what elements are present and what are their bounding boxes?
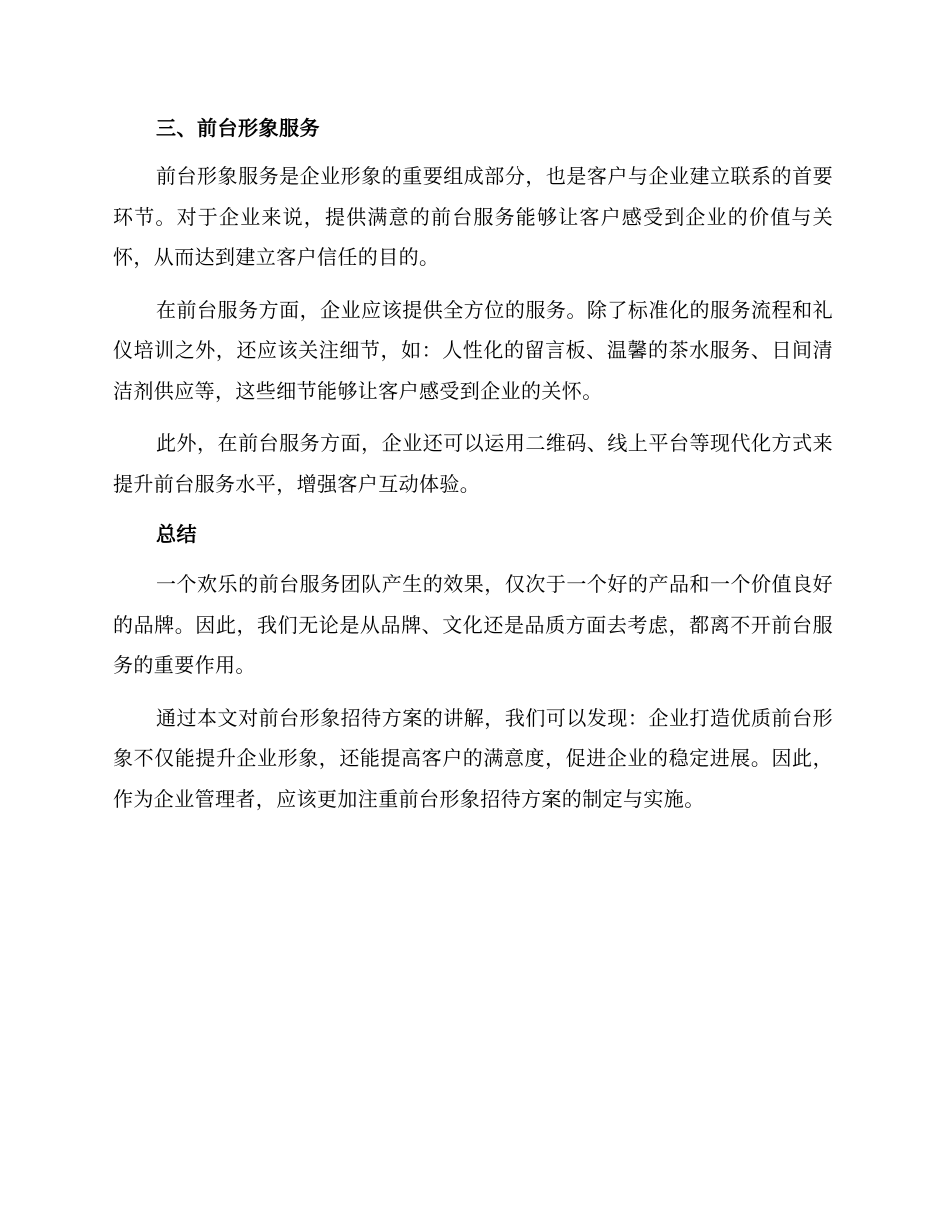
summary-heading: 总结: [156, 522, 197, 546]
document-body: [113, 110, 833, 819]
paragraph: 通过本文对前台形象招待方案的讲解，我们可以发现：企业打造优质前台形象不仅能提升企业形象，还能提高客户的满意度，促进企业的稳定进展。因此，作为企业管理者，应该更加注重前台形象招待方案的制定与实施。: [113, 705, 833, 811]
paragraph: 在前台服务方面，企业应该提供全方位的服务。除了标准化的服务流程和礼仪培训之外，还应该关注细节，如：人性化的留言板、温馨的茶水服务、日间清洁剂供应等，这些细节能够让客户感受到企业的关怀。: [113, 297, 833, 403]
section-heading: 三、前台形象服务: [156, 116, 320, 140]
paragraph: 一个欢乐的前台服务团队产生的效果，仅次于一个好的产品和一个价值良好的品牌。因此，我们无论是从品牌、文化还是品质方面去考虑，都离不开前台服务的重要作用。: [113, 572, 833, 677]
paragraph: 前台形象服务是企业形象的重要组成部分，也是客户与企业建立联系的首要环节。对于企业来说，提供满意的前台服务能够让客户感受到企业的价值与关怀，从而达到建立客户信任的目的。: [113, 164, 833, 269]
paragraph: 此外，在前台服务方面，企业还可以运用二维码、线上平台等现代化方式来提升前台服务水平，增强客户互动体验。: [113, 431, 833, 496]
